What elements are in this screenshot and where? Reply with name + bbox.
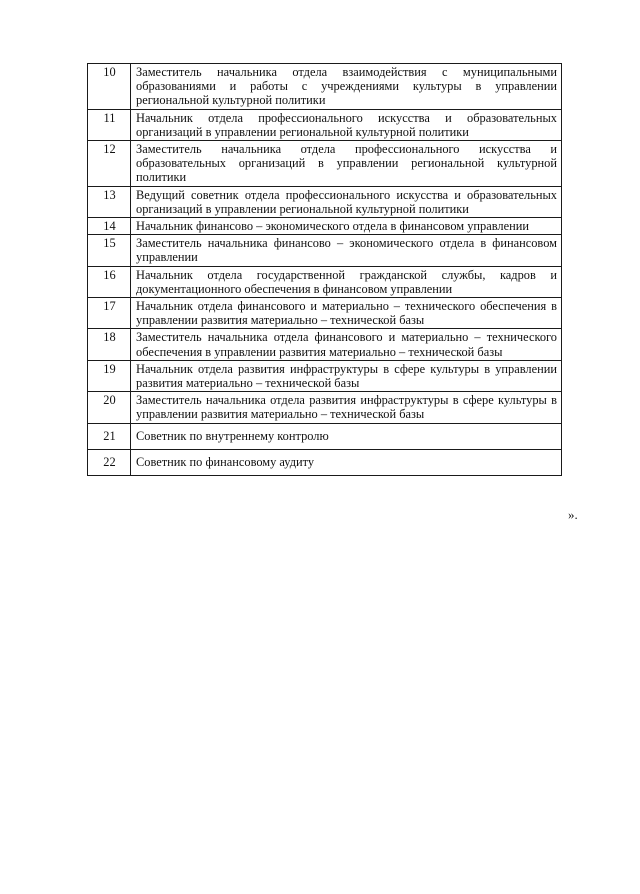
table-row: [88, 141, 562, 187]
row-number: 14: [88, 218, 131, 235]
row-number: 15: [88, 235, 131, 266]
table-row: [88, 235, 562, 266]
table-row: [88, 392, 562, 423]
table-row: [88, 360, 562, 391]
row-number: 18: [88, 329, 131, 360]
table-row: [88, 449, 562, 475]
row-number: 11: [88, 109, 131, 140]
row-number: 10: [88, 64, 131, 110]
table-row: [88, 186, 562, 217]
position-title: Ведущий советник отдела профессионального искусства и образовательных организаций в управлении региональной культурной политики: [131, 186, 562, 217]
positions-table: [87, 63, 562, 476]
row-number: 12: [88, 141, 131, 187]
table-row: [88, 109, 562, 140]
table-row: [88, 218, 562, 235]
row-number: 13: [88, 186, 131, 217]
table-row: [88, 266, 562, 297]
position-title: Начальник отдела профессионального искусства и образовательных организаций в управлении региональной культурной политики: [131, 109, 562, 140]
closing-quote-mark: ».: [568, 507, 578, 522]
position-title: Советник по финансовому аудиту: [131, 449, 562, 475]
table-row: [88, 64, 562, 110]
row-number: 21: [88, 423, 131, 449]
position-title: Заместитель начальника отдела развития инфраструктуры в сфере культуры в управлении развития материально – технической базы: [131, 392, 562, 423]
row-number: 17: [88, 298, 131, 329]
position-title: Начальник отдела финансового и материально – технического обеспечения в управлении развития материально – технической базы: [131, 298, 562, 329]
row-number: 22: [88, 449, 131, 475]
position-title: Заместитель начальника финансово – экономического отдела в финансовом управлении: [131, 235, 562, 266]
row-number: 16: [88, 266, 131, 297]
position-title: Заместитель начальника отдела взаимодействия с муниципальными образованиями и работы с учреждениями культуры в управлении региональной культурной политики: [131, 64, 562, 110]
table-row: [88, 423, 562, 449]
position-title: Начальник отдела государственной гражданской службы, кадров и документационного обеспечения в финансовом управлении: [131, 266, 562, 297]
position-title: Начальник финансово – экономического отдела в финансовом управлении: [131, 218, 562, 235]
row-number: 20: [88, 392, 131, 423]
row-number: 19: [88, 360, 131, 391]
table-row: [88, 329, 562, 360]
position-title: Советник по внутреннему контролю: [131, 423, 562, 449]
position-title: Заместитель начальника отдела профессионального искусства и образовательных организаций в управлении региональной культурной политики: [131, 141, 562, 187]
table-row: [88, 298, 562, 329]
position-title: Заместитель начальника отдела финансового и материально – технического обеспечения в управлении развития материально – технической базы: [131, 329, 562, 360]
position-title: Начальник отдела развития инфраструктуры в сфере культуры в управлении развития материально – технической базы: [131, 360, 562, 391]
